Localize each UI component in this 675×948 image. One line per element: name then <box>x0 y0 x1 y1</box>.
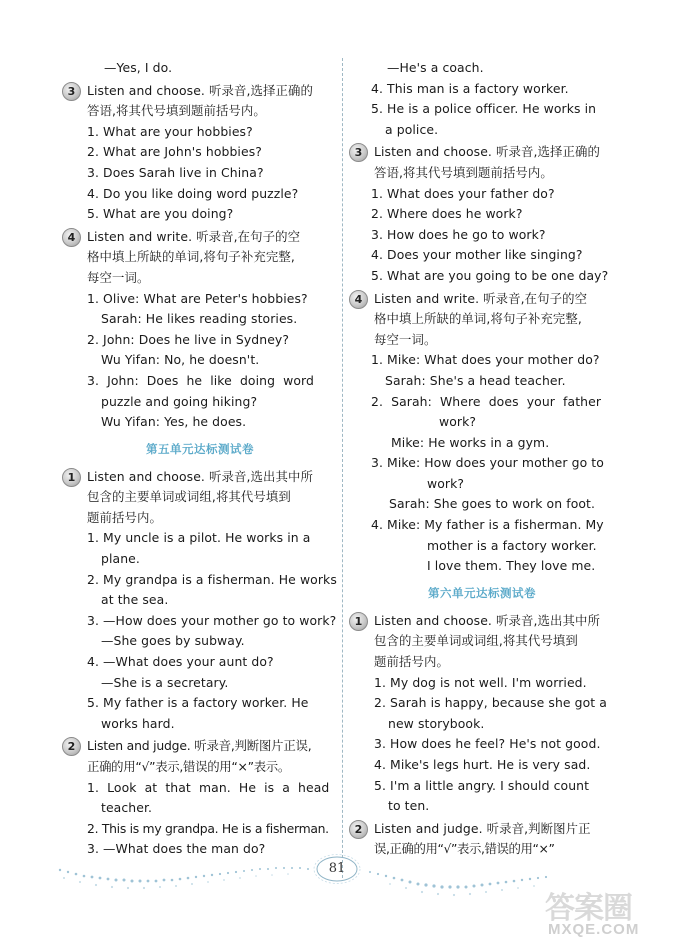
question-number-badge: 3 <box>62 82 81 101</box>
unit5-question-1 <box>62 467 338 735</box>
list-item: teacher. <box>101 800 153 816</box>
question-4 <box>62 227 338 433</box>
question-number-badge: 3 <box>349 143 368 162</box>
dialogue-line: I love them. They love me. <box>427 558 596 574</box>
instruction-text: 格中填上所缺的单词,将句子补充完整, <box>87 249 295 265</box>
list-item: 2. What are John's hobbies? <box>87 144 262 160</box>
question-number-badge: 2 <box>62 737 81 756</box>
watermark-url: MXQE.COM <box>548 921 640 938</box>
list-item: to ten. <box>388 798 430 814</box>
instruction-text: 包含的主要单词或词组,将其代号填到 <box>87 489 291 505</box>
dialogue-line: Wu Yifan: No, he doesn't. <box>101 352 260 368</box>
question-number-badge: 4 <box>349 290 368 309</box>
list-item: plane. <box>101 551 140 567</box>
instruction-text: Listen and write. 听录音,在句子的空 <box>374 290 588 306</box>
dialogue-line: Wu Yifan: Yes, he does. <box>101 414 247 430</box>
instruction-text: 包含的主要单词或词组,将其代号填到 <box>374 633 578 649</box>
instruction-text: 每空一词。 <box>374 331 437 347</box>
instruction-text: 格中填上所缺的单词,将句子补充完整, <box>374 311 582 327</box>
instruction-text: Listen and choose. 听录音,选出其中所 <box>87 468 313 484</box>
list-item: 4. —What does your aunt do? <box>87 654 274 670</box>
answer-line: —Yes, I do. <box>104 60 173 75</box>
instruction-text: 答语,将其代号填到题前括号内。 <box>87 103 266 119</box>
dialogue-line: Sarah: She goes to work on foot. <box>389 496 596 512</box>
list-item: 4. Does your mother like singing? <box>371 247 583 263</box>
list-item: 2. Sarah is happy, because she got a <box>374 695 607 711</box>
instruction-text: 答语,将其代号填到题前括号内。 <box>374 164 553 180</box>
list-item: 5. I'm a little angry. I should count <box>374 777 590 793</box>
list-item: works hard. <box>101 715 175 731</box>
dialogue-line: 1. Olive: What are Peter's hobbies? <box>87 290 308 306</box>
column-divider <box>342 58 343 878</box>
list-item: 1. Look at that man. He is a head <box>87 779 330 795</box>
instruction-text: Listen and choose. 听录音,选择正确的 <box>374 144 600 160</box>
instruction-text: 题前括号内。 <box>87 509 162 525</box>
list-item: 2. My grandpa is a fisherman. He works <box>87 571 337 587</box>
question-number-badge: 2 <box>349 820 368 839</box>
instruction-text: Listen and judge. 听录音,判断图片正误, <box>87 738 312 754</box>
list-item: 1. What are your hobbies? <box>87 123 253 139</box>
list-item: 3. How does he go to work? <box>371 226 546 242</box>
list-item: 2. Where does he work? <box>371 206 523 222</box>
left-column <box>62 58 338 860</box>
question-number-badge: 1 <box>349 612 368 631</box>
list-item: new storybook. <box>388 715 485 731</box>
dialogue-line: Sarah: He likes reading stories. <box>101 311 298 327</box>
question-3 <box>349 142 615 183</box>
list-item: —She goes by subway. <box>101 633 245 649</box>
dialogue-line: puzzle and going hiking? <box>101 393 258 409</box>
list-item: 5. My father is a factory worker. He <box>87 695 309 711</box>
question-4 <box>349 289 615 351</box>
instruction-text: Listen and choose. 听录音,选出其中所 <box>374 612 600 628</box>
list-item: 2. This is my grandpa. He is a fisherman. <box>87 820 329 836</box>
answer-line: —He's a coach. <box>387 60 484 75</box>
section-title-unit-5: 第五单元达标测试卷 <box>146 441 254 456</box>
dialogue-line: Mike: He works in a gym. <box>391 434 550 450</box>
page-number: 81 <box>328 861 346 876</box>
list-item: 3. —What does the man do? <box>87 841 266 857</box>
list-item: 5. What are you doing? <box>87 206 234 222</box>
list-item: 3. How does he feel? He's not good. <box>374 736 601 752</box>
instruction-text: Listen and choose. 听录音,选择正确的 <box>87 82 313 98</box>
list-item: 1. My uncle is a pilot. He works in a <box>87 530 311 546</box>
list-item: 4. Do you like doing word puzzle? <box>87 185 299 201</box>
dialogue-line: work? <box>439 414 477 430</box>
list-item: at the sea. <box>101 592 169 608</box>
dialogue-line: 4. Mike: My father is a fisherman. My <box>371 517 604 533</box>
dialogue-line: 3. Mike: How does your mother go to <box>371 455 604 471</box>
unit5-question-2 <box>62 736 338 860</box>
dialogue-line: mother is a factory worker. <box>427 537 597 553</box>
list-item: 5. He is a police officer. He works in <box>371 101 597 117</box>
instruction-text: Listen and write. 听录音,在句子的空 <box>87 228 301 244</box>
list-item: 5. What are you going to be one day? <box>371 267 609 283</box>
question-number-badge: 1 <box>62 468 81 487</box>
unit6-question-1 <box>349 611 615 817</box>
list-item: a police. <box>385 121 439 137</box>
watermark-logo: 答案圈 <box>545 891 632 926</box>
list-item: 1. My dog is not well. I'm worried. <box>374 674 587 690</box>
instruction-text: 正确的用“√”表示,错误的用“×”表示。 <box>87 759 290 774</box>
right-column <box>349 58 615 860</box>
instruction-text: 误,正确的用“√”表示,错误的用“×” <box>374 841 555 857</box>
dialogue-line: Sarah: She's a head teacher. <box>385 372 566 388</box>
list-item: 3. —How does your mother go to work? <box>87 612 337 628</box>
instruction-text: 每空一词。 <box>87 269 150 285</box>
dialogue-line: 2. Sarah: Where does your father <box>371 393 602 409</box>
list-item: 3. Does Sarah live in China? <box>87 164 264 180</box>
dialogue-line: 3. John: Does he like doing word <box>87 372 314 388</box>
question-number-badge: 4 <box>62 228 81 247</box>
instruction-text: 题前括号内。 <box>374 654 449 670</box>
dialogue-line: work? <box>427 475 465 491</box>
instruction-text: Listen and judge. 听录音,判断图片正 <box>374 820 591 836</box>
section-title-unit-6: 第六单元达标测试卷 <box>428 585 536 600</box>
dialogue-line: 2. John: Does he live in Sydney? <box>87 331 290 347</box>
list-item: —She is a secretary. <box>101 674 229 690</box>
list-item: 4. This man is a factory worker. <box>371 80 569 96</box>
list-item: 4. Mike's legs hurt. He is very sad. <box>374 757 591 772</box>
list-item: 1. What does your father do? <box>371 185 555 201</box>
question-3 <box>62 81 338 225</box>
dialogue-line: 1. Mike: What does your mother do? <box>371 352 600 368</box>
